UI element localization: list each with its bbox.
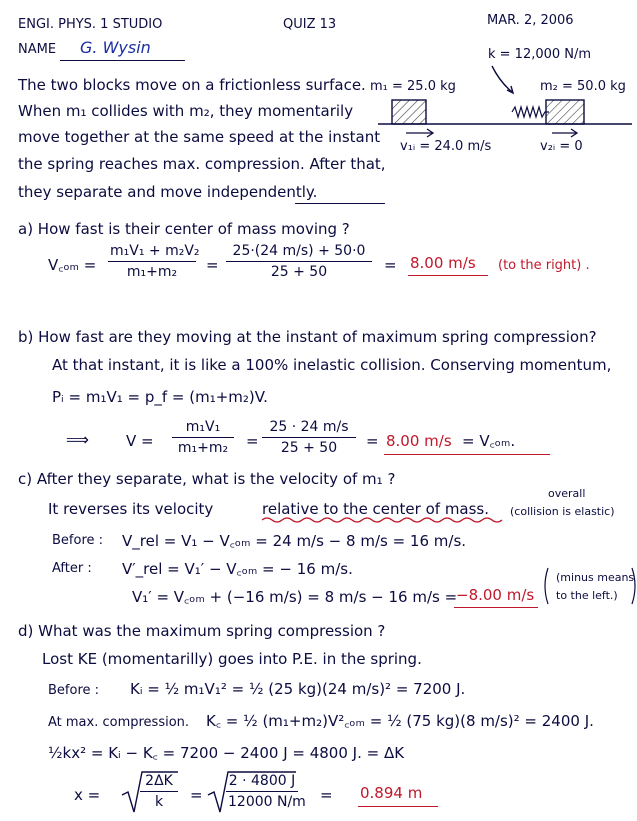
part-d-eq: =: [190, 786, 203, 804]
part-a-question: a) How fast is their center of mass moving ?: [18, 220, 350, 238]
part-d-spring-eq: ½kx² = Kᵢ − K꜀ = 7200 − 2400 J = 4800 J. = ΔK: [48, 744, 405, 762]
note-bracket-left: [545, 568, 548, 604]
part-b-eq: =: [246, 432, 259, 450]
part-a-eq: =: [206, 256, 219, 274]
part-b-line-3: Pᵢ = m₁V₁ = p_f = (m₁+m₂)V.: [52, 388, 268, 406]
course-title: ENGI. PHYS. 1 STUDIO: [18, 17, 163, 32]
student-name: G. Wysin: [80, 38, 151, 57]
part-d-sqrt-frac-2-den: 12000 N/m: [228, 794, 306, 810]
part-c-note-line-2: to the left.): [556, 589, 618, 602]
part-d-before-label: Before :: [48, 683, 100, 698]
problem-line-4: the spring reaches max. compression. After that,: [18, 155, 386, 173]
part-b-answer: 8.00 m/s: [386, 432, 452, 450]
part-c-after-label: After :: [52, 561, 92, 576]
part-d-x-eq: x =: [74, 786, 101, 804]
part-d-line-2: Lost KE (momentarilly) goes into P.E. in the spring.: [42, 650, 422, 668]
part-c-answer-underline: [454, 607, 538, 608]
part-b-frac-2: [262, 420, 356, 455]
v1i-label: v₁ᵢ = 24.0 m/s: [400, 139, 492, 154]
problem-line-1: The two blocks move on a frictionless surface.: [18, 76, 366, 94]
part-a-frac-1-num: m₁V₁ + m₂V₂: [110, 243, 200, 259]
k-pointer-arrow: [492, 66, 512, 92]
problem-line-5: they separate and move independently.: [18, 183, 318, 201]
spring-constant-label: k = 12,000 N/m: [488, 47, 592, 62]
part-a-answer-underline: [408, 275, 488, 276]
part-d-answer: 0.894 m: [360, 784, 423, 802]
part-a-note: (to the right) .: [498, 258, 590, 273]
part-d-sqrt-frac-2-num: 2 · 4800 J: [228, 773, 296, 789]
part-d-before-eq: Kᵢ = ½ m₁V₁² = ½ (25 kg)(24 m/s)² = 7200 J.: [130, 680, 466, 698]
part-d-question: d) What was the maximum spring compression ?: [18, 622, 386, 640]
part-d-eq-2: =: [320, 786, 333, 804]
part-c-v1p-eq: V₁′ = V꜀ₒₘ + (−16 m/s) = 8 m/s − 16 m/s =: [132, 588, 458, 606]
part-c-line-2c: (collision is elastic): [510, 505, 615, 518]
part-c-note-line-1: (minus means: [556, 571, 635, 584]
name-label: NAME: [18, 42, 57, 57]
part-b-frac-1: [172, 420, 234, 455]
part-b-answer-underline: [384, 454, 550, 455]
part-c-overall: overall: [548, 487, 586, 500]
part-c-before-eq: V_rel = V₁ − V꜀ₒₘ = 24 m/s − 8 m/s = 16 m/s.: [122, 532, 467, 550]
relative-wavy-underline: [262, 518, 502, 522]
part-a-frac-2: [226, 244, 372, 279]
part-b-frac-1-num: m₁V₁: [185, 419, 221, 435]
problem-line-3: move together at the same speed at the instant: [18, 128, 381, 146]
v2i-label: v₂ᵢ = 0: [540, 139, 583, 154]
part-d-sqrt-frac-1-den: k: [154, 794, 164, 810]
part-b-answer-suffix: = V꜀ₒₘ.: [462, 432, 516, 450]
part-a-answer: 8.00 m/s: [410, 254, 476, 272]
part-a-frac-2-den: 25 + 50: [270, 264, 328, 280]
part-b-frac-2-num: 25 · 24 m/s: [269, 419, 349, 435]
block-m1: [392, 100, 426, 124]
part-a-eq-2: =: [384, 256, 397, 274]
part-d-atmax-label: At max. compression.: [48, 715, 190, 730]
quiz-date: MAR. 2, 2006: [487, 13, 574, 28]
part-c-line-2b: relative to the center of mass.: [262, 500, 490, 518]
part-a-frac-1-den: m₁+m₂: [126, 264, 178, 280]
part-c-answer: −8.00 m/s: [456, 586, 535, 604]
part-b-line-2: At that instant, it is like a 100% inelastic collision. Conserving momentum,: [52, 356, 612, 374]
part-b-frac-1-den: m₁+m₂: [177, 440, 229, 456]
part-b-question: b) How fast are they moving at the instant of maximum spring compression?: [18, 328, 597, 346]
part-b-v-eq: V =: [126, 432, 154, 450]
part-d-atmax-eq: K꜀ = ½ (m₁+m₂)V²꜀ₒₘ = ½ (75 kg)(8 m/s)² = 2400 J.: [206, 712, 594, 730]
part-c-before-label: Before :: [52, 533, 104, 548]
m1-label: m₁ = 25.0 kg: [370, 79, 456, 94]
part-c-after-eq: V′_rel = V₁′ − V꜀ₒₘ = − 16 m/s.: [122, 560, 353, 578]
part-a-lhs: V꜀ₒₘ =: [48, 256, 97, 274]
part-d-sqrt-frac-2: [226, 773, 306, 810]
part-d-sqrt-frac-1: [140, 774, 178, 809]
part-a-frac-2-num: 25·(24 m/s) + 50·0: [232, 243, 366, 259]
part-b-frac-2-den: 25 + 50: [280, 440, 338, 456]
part-b-arrow: ⟹: [66, 430, 89, 449]
block-m2: [546, 100, 584, 124]
part-a-frac-1: [108, 243, 200, 280]
part-b-eq-2: =: [366, 432, 379, 450]
m2-label: m₂ = 50.0 kg: [540, 79, 626, 94]
part-d-sqrt-frac-1-num: 2ΔK: [145, 773, 173, 789]
quiz-number: QUIZ 13: [283, 17, 337, 32]
part-c-line-2a: It reverses its velocity: [48, 500, 214, 518]
spring: [512, 107, 549, 117]
problem-line-2: When m₁ collides with m₂, they momentarily: [18, 102, 354, 120]
part-c-question: c) After they separate, what is the velocity of m₁ ?: [18, 470, 396, 488]
part-d-answer-underline: [358, 806, 438, 807]
